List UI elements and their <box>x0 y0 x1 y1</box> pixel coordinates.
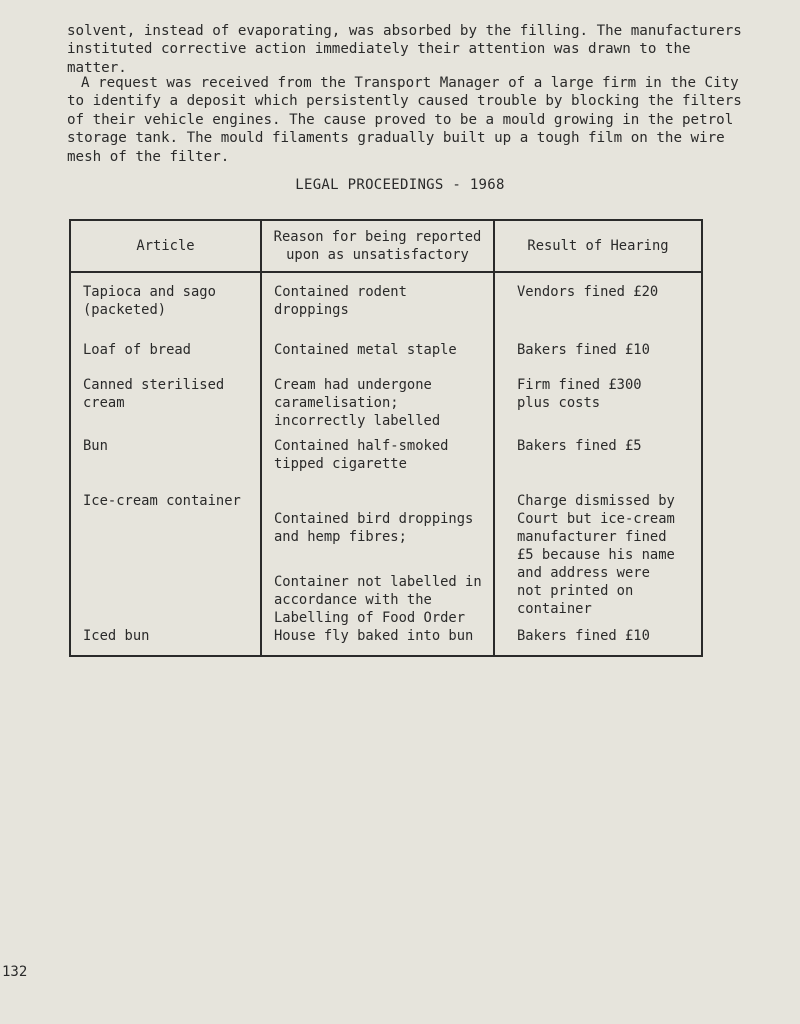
cell-article: Loaf of bread <box>70 341 261 376</box>
cell-reason: House fly baked into bun <box>261 627 494 656</box>
cell-reason: Contained metal staple <box>261 341 494 376</box>
cell-reason: Cream had undergone caramelisation; incorrectly labelled <box>261 376 494 437</box>
section-heading: LEGAL PROCEEDINGS - 1968 <box>295 177 505 193</box>
legal-proceedings-table <box>69 219 703 657</box>
cell-article: Tapioca and sago (packeted) <box>70 272 261 341</box>
body-paragraph-2: A request was received from the Transport Manager of a large firm in the City to identify a deposit which persistently caused trouble by blocking the filters of their vehicle engines. The cause proved to be a mould growing in the petrol storage tank. The mould filaments gradually built up a tough film on the wire mesh of the filter. <box>67 75 742 165</box>
cell-result: Vendors fined £20 <box>517 284 659 300</box>
table-row <box>70 437 702 492</box>
table-row <box>70 376 702 437</box>
cell-article: Iced bun <box>70 627 261 656</box>
cell-result: Bakers fined £10 <box>517 628 650 644</box>
header-result: Result of Hearing <box>494 220 702 272</box>
page-number: 132 <box>2 964 28 980</box>
cell-result: Bakers fined £5 <box>517 438 642 454</box>
header-article: Article <box>70 220 261 272</box>
cell-reason: Contained bird droppings and hemp fibres; <box>274 511 474 545</box>
cell-result: Charge dismissed by Court but ice-cream manufacturer fined £5 because his name and address were not printed on container <box>517 493 675 617</box>
cell-reason: Contained half-smoked tipped cigarette <box>261 437 494 492</box>
cell-article: Canned sterilised cream <box>70 376 261 437</box>
table-row <box>70 272 702 341</box>
table-row <box>70 627 702 656</box>
cell-result: Bakers fined £10 <box>517 342 650 358</box>
table-row <box>70 341 702 376</box>
cell-reason: Contained rodent droppings <box>261 272 494 341</box>
table-row <box>70 492 702 627</box>
body-paragraph-1: solvent, instead of evaporating, was absorbed by the filling. The manufacturers instituted corrective action immediately their attention was drawn to the matter. <box>67 23 742 76</box>
cell-article: Ice-cream container <box>70 492 261 627</box>
reason-gap <box>274 546 485 555</box>
cell-article: Bun <box>70 437 261 492</box>
header-reason: Reason for being reported upon as unsatisfactory <box>261 220 494 272</box>
cell-result: Firm fined £300 plus costs <box>517 377 642 411</box>
cell-reason-secondary: Container not labelled in accordance with the Labelling of Food Order <box>274 574 482 626</box>
table-header-row <box>70 220 702 272</box>
cell-reason-group <box>261 492 494 627</box>
